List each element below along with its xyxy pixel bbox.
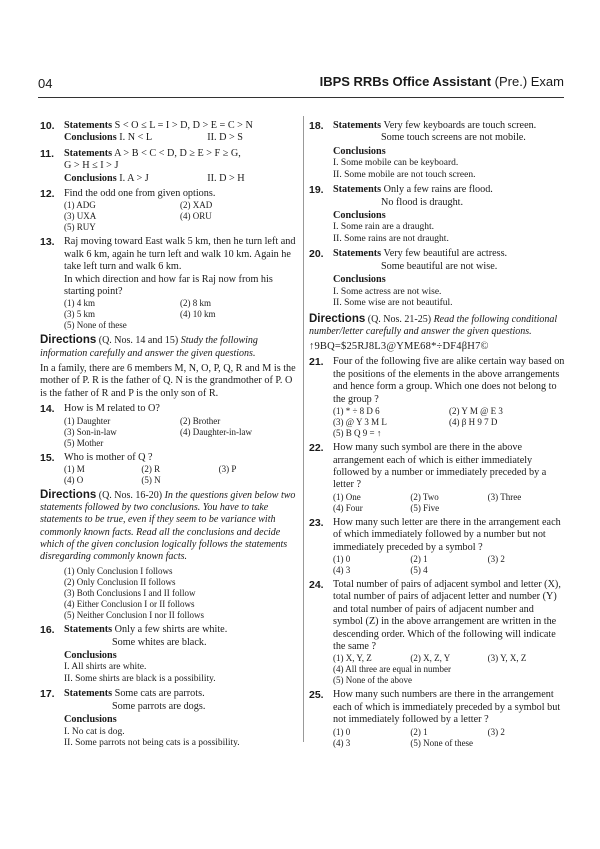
option[interactable]: (1) 0 [333, 553, 351, 564]
option[interactable]: (4) Four [333, 502, 363, 513]
directions-heading: Directions [309, 312, 366, 325]
directions-heading: Directions [40, 334, 97, 347]
question-number: 17. [40, 688, 55, 701]
option[interactable]: (3) UXA [64, 211, 97, 222]
option[interactable]: (5) 4 [410, 564, 428, 575]
conclusion-1: I. N < L [119, 132, 153, 144]
option[interactable]: (1) ADG [64, 200, 96, 211]
option[interactable]: (2) 8 km [180, 298, 211, 309]
page-number: 04 [38, 76, 53, 91]
conclusion-2: II. Some parrots not being cats is a possibility. [64, 738, 240, 749]
conclusions-label: Conclusions [333, 210, 386, 222]
conclusions-label: Conclusions [64, 714, 117, 726]
question-number: 22. [309, 442, 324, 455]
option[interactable]: (4) O [64, 474, 84, 485]
conclusion-2: II. D > S [207, 132, 243, 144]
question-text: Raj moving toward East walk 5 km, then he turn left and walk 6 km, again he turn left and walk 10 km. Again he take left turn and walk 6 km. [64, 236, 296, 273]
answer-choice: (4) Either Conclusion I or II follows [64, 599, 195, 610]
option[interactable]: (4) Daughter-in-law [180, 426, 253, 437]
option[interactable]: (2) R [141, 463, 161, 474]
option[interactable]: (5) N [141, 474, 161, 485]
conclusion-1: I. A > J [119, 172, 149, 184]
directions-range: (Q. Nos. 16-20) [96, 489, 165, 501]
question-25 [309, 689, 565, 748]
options [64, 416, 296, 449]
question-number: 20. [309, 248, 324, 261]
question-text: How many such numbers are there in the arrangement each of which is immediately preceded by a symbol but not immediately followed by a letter ? [333, 689, 561, 726]
question-number: 16. [40, 624, 55, 637]
option[interactable]: (5) None of these [64, 320, 127, 331]
option[interactable]: (4) β H 9 7 D [449, 417, 498, 428]
statement-text: S < O ≤ L = I > D, D > E = C > N [114, 120, 253, 131]
option[interactable]: (5) None of these [410, 737, 474, 748]
statement-1: Some cats are parrots. [114, 688, 205, 700]
option[interactable]: (5) None of the above [333, 675, 412, 686]
option[interactable]: (2) Y M @ E 3 [449, 406, 503, 417]
option[interactable]: (3) 2 [487, 553, 505, 564]
options [333, 406, 565, 439]
options [64, 298, 296, 331]
option[interactable]: (5) B Q 9 = ↑ [333, 428, 382, 439]
directions-text: Read the following conditional number/letter carefully and answer the given questions. [309, 313, 558, 337]
conclusions-label: Conclusions [333, 274, 386, 286]
option[interactable]: (4) 3 [333, 564, 351, 575]
directions-range: (Q. Nos. 21-25) [365, 313, 434, 325]
conclusion-1: I. All shirts are white. [64, 662, 147, 673]
statement-text: A > B < C < D, D ≥ E > F ≥ G, [114, 147, 241, 159]
column-divider [303, 116, 304, 742]
conclusion-1: I. No cat is dog. [64, 726, 125, 737]
statements-label: Statements [64, 120, 113, 131]
symbol-sequence: ↑9BQ=$25RJ8L3@YME68*÷DF4βH7© [309, 341, 489, 353]
conclusion-2: II. D > H [207, 172, 245, 184]
directions-range: (Q. Nos. 14 and 15) [96, 335, 181, 347]
question-text: How is M related to O? [64, 403, 160, 415]
options [333, 492, 565, 514]
statements-label: Statements [333, 248, 382, 260]
question-number: 23. [309, 516, 324, 529]
option[interactable]: (2) Brother [180, 415, 221, 426]
option[interactable]: (5) Five [410, 502, 440, 513]
statement-2: Some beautiful are not wise. [381, 260, 498, 272]
question-text: Four of the following five are alike certain way based on the positions of the elements in the above arrangements and hence form a group. Which one does not belong to the group ? [333, 356, 565, 405]
statement-2: Some parrots are dogs. [112, 700, 206, 712]
question-18 [309, 120, 565, 181]
option[interactable]: (5) Mother [64, 437, 104, 448]
right-column [309, 120, 565, 752]
statement-2: No flood is draught. [381, 196, 464, 208]
question-text: How many such symbol are there in the above arrangement each of which is either immediately followed by a number or immediately preceded by a letter ? [333, 442, 547, 491]
option[interactable]: (4) 3 [333, 737, 351, 748]
option[interactable]: (1) Daughter [64, 415, 111, 426]
statement-1: Only a few shirts are white. [114, 624, 228, 636]
exam-title-rest: (Pre.) Exam [491, 74, 564, 89]
question-text: How many such letter are there in the arrangement each of which immediately followed by a number but not immediately preceded by a symbol ? [333, 516, 561, 553]
conclusion-1: I. Some rain are a draught. [333, 222, 435, 233]
option[interactable]: (5) RUY [64, 222, 96, 233]
directions-text: In the questions given below two statements followed by two conclusions. You have to take statements to be true, even if they seem to be variance with commonly known facts. Read all the conclusions and decide which of the given conclusion logically follows the statements disregarding commonly known facts. [40, 489, 296, 562]
question-number: 10. [40, 120, 55, 132]
directions-16-20 [40, 489, 296, 563]
directions-21-25 [309, 313, 565, 338]
options [333, 554, 565, 576]
statements-label: Statements [64, 147, 113, 159]
header-rule [38, 97, 564, 98]
question-22 [309, 442, 565, 514]
options [333, 727, 565, 749]
left-column [40, 120, 296, 753]
conclusion-1: I. Some mobile can be keyboard. [333, 158, 459, 169]
answer-choice: (2) Only Conclusion II follows [64, 577, 176, 588]
question-number: 21. [309, 356, 324, 369]
option[interactable]: (4) All three are equal in number [333, 664, 451, 675]
question-text-2: In which direction and how far is Raj now from his starting point? [64, 273, 273, 298]
question-10 [40, 120, 296, 145]
options [64, 464, 296, 486]
question-number: 19. [309, 184, 324, 197]
exam-title [320, 76, 564, 88]
option[interactable]: (2) 1 [410, 553, 428, 564]
option[interactable]: (4) ORU [180, 211, 212, 222]
question-16 [40, 624, 296, 685]
question-23 [309, 517, 565, 576]
question-17 [40, 688, 296, 749]
option[interactable]: (3) P [218, 463, 237, 474]
answer-choice: (1) Only Conclusion I follows [64, 566, 173, 577]
conclusion-2: II. Some shirts are black is a possibility. [64, 673, 216, 684]
statement-1: Only a few rains are flood. [383, 184, 493, 196]
option[interactable]: (3) 5 km [64, 309, 95, 320]
question-number: 11. [40, 147, 55, 160]
option[interactable]: (2) X, Z, Y [410, 653, 451, 664]
question-21 [309, 356, 565, 439]
option[interactable]: (1) One [333, 491, 361, 502]
option[interactable]: (4) 10 km [180, 309, 216, 320]
statement-2: Some whites are black. [112, 636, 207, 648]
option[interactable]: (1) M [64, 463, 85, 474]
answer-choice: (3) Both Conclusions I and II follow [64, 588, 196, 599]
option[interactable]: (1) 4 km [64, 298, 95, 309]
option[interactable]: (2) 1 [410, 726, 428, 737]
option[interactable]: (1) * ÷ 8 D 6 [333, 406, 380, 417]
question-number: 18. [309, 120, 324, 132]
option[interactable]: (2) Two [410, 491, 439, 502]
question-text: Find the odd one from given options. [64, 188, 216, 200]
statements-label: Statements [333, 120, 382, 131]
question-text: Who is mother of Q ? [64, 451, 153, 463]
conclusions-label: Conclusions [64, 649, 117, 661]
statement-2: Some touch screens are not mobile. [381, 132, 526, 144]
question-number: 15. [40, 451, 55, 464]
question-number: 24. [309, 578, 324, 591]
directions-heading: Directions [40, 488, 97, 501]
option[interactable]: (3) Three [487, 491, 522, 502]
option[interactable]: (2) XAD [180, 200, 213, 211]
question-15 [40, 452, 296, 486]
conclusion-2: II. Some rains are not draught. [333, 233, 449, 244]
statements-label: Statements [64, 688, 113, 700]
options [64, 200, 296, 233]
statements-label: Statements [333, 184, 382, 196]
question-20 [309, 248, 565, 309]
question-number: 14. [40, 403, 55, 416]
question-number: 25. [309, 689, 324, 702]
question-13 [40, 236, 296, 331]
question-number: 12. [40, 188, 55, 201]
option[interactable]: (1) 0 [333, 726, 351, 737]
option[interactable]: (1) X, Y, Z [333, 653, 372, 664]
question-19 [309, 184, 565, 245]
option[interactable]: (3) 2 [487, 726, 505, 737]
exam-title-bold: IBPS RRBs Office Assistant [319, 74, 492, 89]
statement-1: Very few beautiful are actress. [383, 248, 508, 260]
conclusion-2: II. Some wise are not beautiful. [333, 298, 453, 309]
question-number: 13. [40, 236, 55, 249]
conclusion-2: II. Some mobile are not touch screen. [333, 169, 476, 180]
answer-choice: (5) Neither Conclusion I nor II follows [64, 610, 204, 621]
option[interactable]: (3) Son-in-law [64, 426, 117, 437]
options [333, 653, 565, 664]
conclusions-label: Conclusions [333, 145, 386, 157]
question-12 [40, 188, 296, 233]
family-puzzle-paragraph: In a family, there are 6 members M, N, O, P, Q, R and M is the mother of P. R is the father of Q. N is the grandmother of P. O is the father of R and P is the only son of R. [40, 362, 296, 399]
option[interactable]: (3) Y, X, Z [487, 653, 527, 664]
question-24 [309, 579, 565, 686]
conclusions-label: Conclusions [64, 172, 117, 184]
statement-text-2: G > H ≤ I > J [64, 160, 119, 172]
question-text: Total number of pairs of adjacent symbol and letter (X), total number of pairs of adjacent letter and number (Y) and total number of pairs of adjacent number and symbol (Z) in the above arrangement are written in the descending order. Which of the following will indicate the same ? [333, 578, 561, 652]
directions-14-15 [40, 334, 296, 359]
answer-choices-list [40, 566, 296, 621]
statement-1: Very few keyboards are touch screen. [383, 120, 537, 131]
statements-label: Statements [64, 624, 113, 636]
option[interactable]: (3) @ Y 3 M L [333, 417, 387, 428]
page-header [38, 76, 564, 96]
directions-text: Study the following information carefully and answer the given questions. [40, 335, 258, 359]
conclusions-label: Conclusions [64, 132, 117, 144]
question-11 [40, 148, 296, 185]
question-14 [40, 403, 296, 448]
conclusion-1: I. Some actress are not wise. [333, 286, 442, 297]
